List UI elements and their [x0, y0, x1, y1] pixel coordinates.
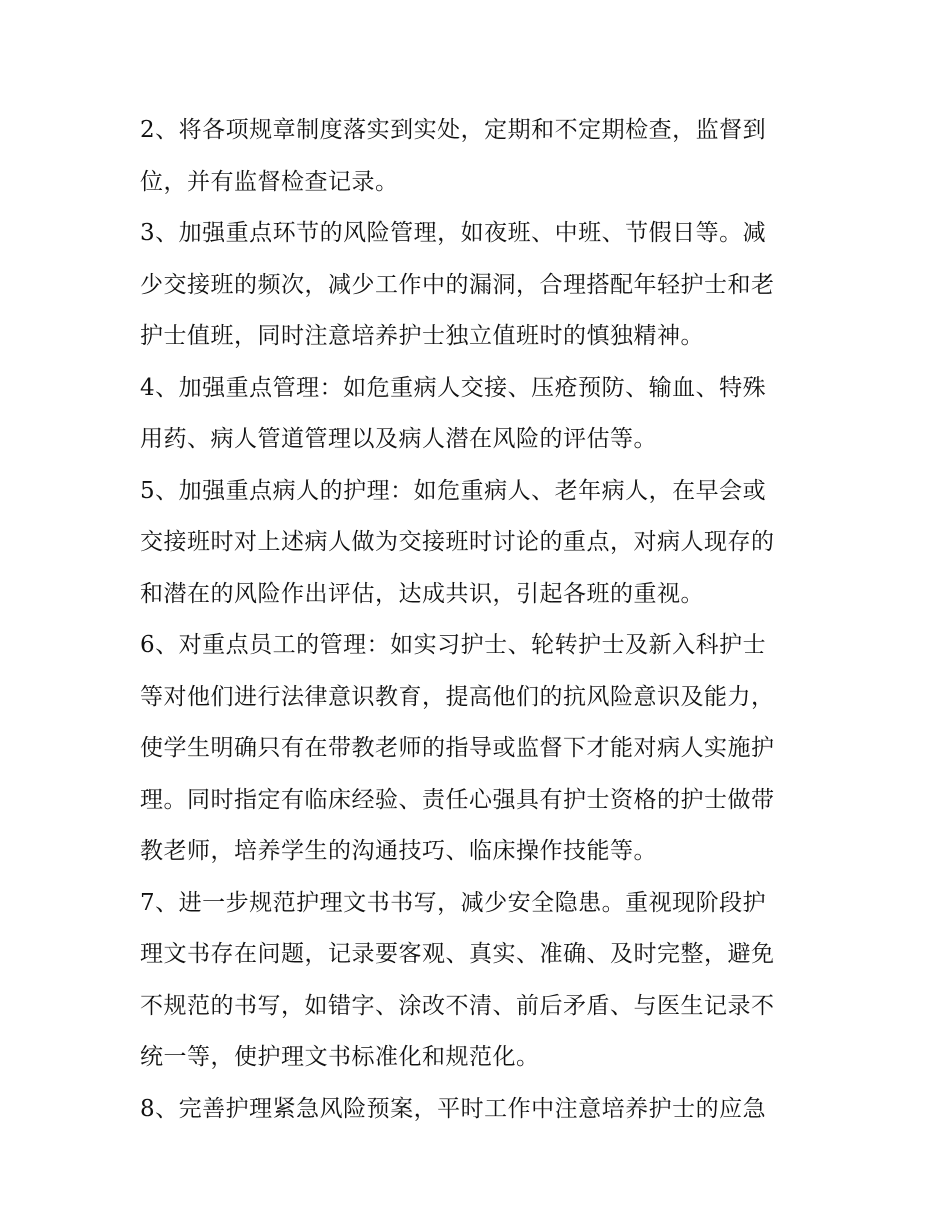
paragraph-line: 交接班时对上述病人做为交接班时讨论的重点，对病人现存的	[140, 529, 775, 555]
paragraph-line: 不规范的书写，如错字、涂改不清、前后矛盾、与医生记录不	[140, 992, 775, 1019]
paragraph-line: 等对他们进行法律意识教育，提高他们的抗风险意识及能力，	[140, 683, 775, 710]
paragraph-line: 6、对重点员工的管理：如实习护士、轮转护士及新入科护士	[140, 632, 767, 658]
paragraph-line: 用药、病人管道管理以及病人潜在风险的评估等。	[140, 426, 657, 452]
paragraph-item-2	[140, 105, 820, 208]
paragraph-line: 位，并有监督检查记录。	[140, 168, 399, 195]
document-body	[140, 105, 820, 1135]
paragraph-line: 理文书存在问题，记录要客观、真实、准确、及时完整，避免	[140, 941, 775, 967]
paragraph-line: 2、将各项规章制度落实到实处，定期和不定期检查，监督到	[140, 117, 767, 143]
paragraph-line: 4、加强重点管理：如危重病人交接、压疮预防、输血、特殊	[140, 374, 767, 401]
paragraph-line: 8、完善护理紧急风险预案，平时工作中注意培养护士的应急	[140, 1095, 767, 1122]
paragraph-item-4	[140, 363, 820, 466]
paragraph-line: 理。同时指定有临床经验、责任心强具有护士资格的护士做带	[140, 786, 775, 813]
paragraph-line: 教老师，培养学生的沟通技巧、临床操作技能等。	[140, 838, 657, 864]
paragraph-item-6	[140, 620, 820, 878]
paragraph-item-7	[140, 878, 820, 1084]
paragraph-line: 3、加强重点环节的风险管理，如夜班、中班、节假日等。减	[140, 220, 767, 246]
paragraph-item-3	[140, 208, 820, 363]
paragraph-line: 使学生明确只有在带教老师的指导或监督下才能对病人实施护	[140, 735, 775, 761]
paragraph-item-8	[140, 1084, 820, 1136]
paragraph-line: 和潜在的风险作出评估，达成共识，引起各班的重视。	[140, 580, 704, 607]
paragraph-item-5	[140, 466, 820, 621]
paragraph-line: 5、加强重点病人的护理：如危重病人、老年病人，在早会或	[140, 477, 767, 504]
paragraph-line: 统一等，使护理文书标准化和规范化。	[140, 1044, 540, 1070]
paragraph-line: 护士值班，同时注意培养护士独立值班时的慎独精神。	[140, 323, 704, 349]
paragraph-line: 少交接班的频次，减少工作中的漏洞，合理搭配年轻护士和老	[140, 271, 775, 298]
paragraph-line: 7、进一步规范护理文书书写，减少安全隐患。重视现阶段护	[140, 889, 767, 916]
